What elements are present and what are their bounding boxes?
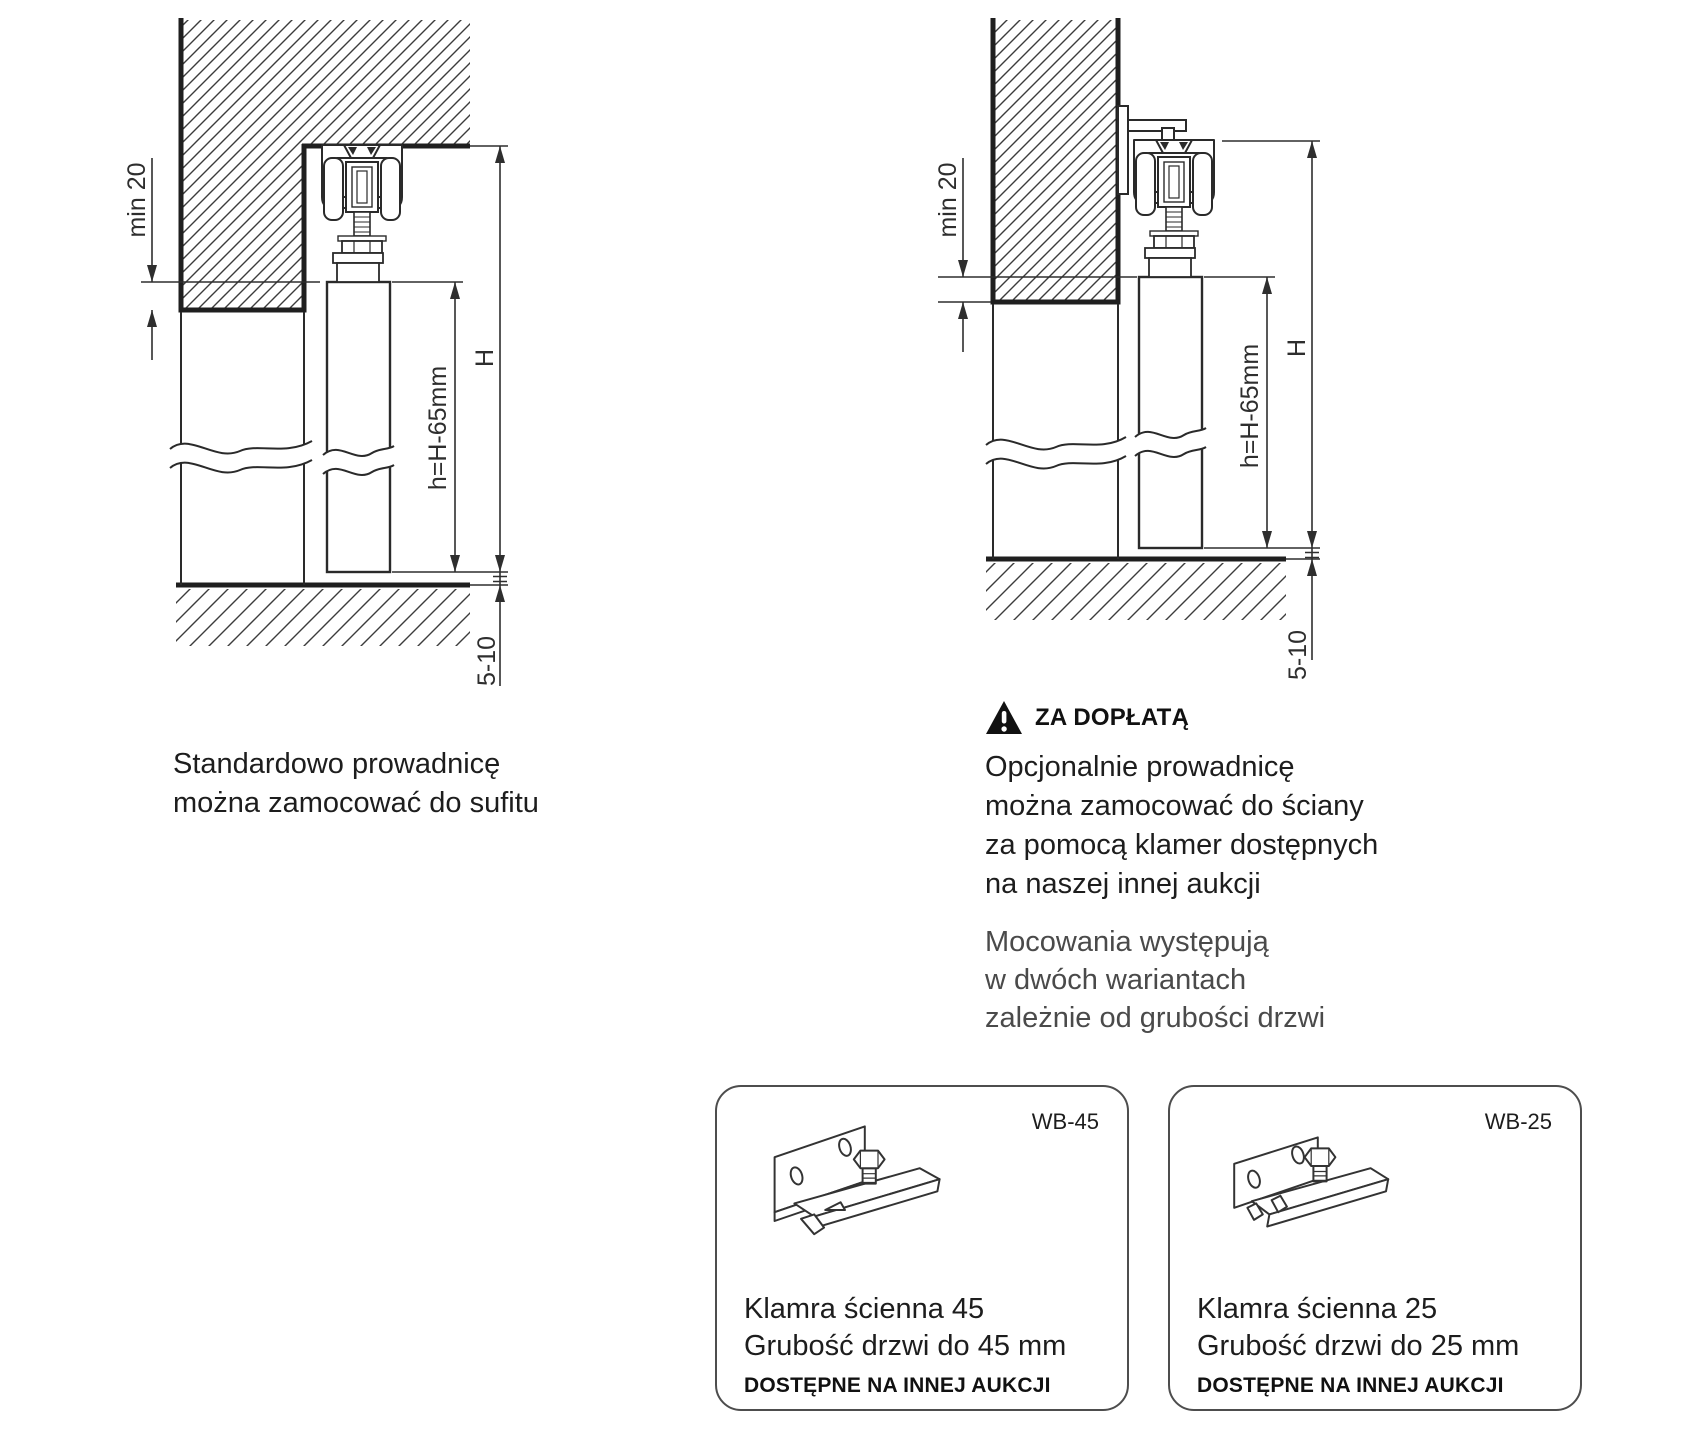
door-panel — [1139, 277, 1202, 548]
card-note: DOSTĘPNE NA INNEJ AUKCJI — [1197, 1374, 1504, 1397]
caption-line: Opcjonalnie prowadnicę — [985, 751, 1295, 783]
bracket-card-wb25 — [1168, 1085, 1582, 1411]
model-label: WB-45 — [1031, 1109, 1099, 1134]
floor-hatch — [176, 589, 470, 646]
dim-label-door-height: h=H-65mm — [423, 365, 452, 491]
dim-label-floor-gap: 5-10 — [1283, 629, 1312, 681]
wall-hatch — [993, 20, 1118, 302]
card-note: DOSTĘPNE NA INNEJ AUKCJI — [744, 1374, 1051, 1397]
bracket-card-wb45 — [715, 1085, 1129, 1411]
note-line: zależnie od grubości drzwi — [985, 1002, 1326, 1034]
warning-label: ZA DOPŁATĄ — [1035, 704, 1189, 731]
note-line: w dwóch wariantach — [985, 964, 1247, 996]
wall-bracket-45-drawing — [757, 1113, 977, 1263]
caption-ceiling-mount — [173, 745, 539, 823]
dim-label-door-height: h=H-65mm — [1235, 343, 1264, 469]
dim-label-min20: min 20 — [122, 162, 151, 238]
card-title: Klamra ścienna 45 — [744, 1293, 985, 1325]
caption-wall-mount — [985, 748, 1378, 904]
note-line: Mocowania występują — [985, 926, 1269, 958]
door-panel — [327, 282, 390, 572]
dim-label-total-height: H — [470, 348, 499, 368]
diagram-ceiling-mount — [123, 18, 508, 686]
wall-bracket-25-drawing — [1210, 1113, 1430, 1263]
diagram-wall-mount — [934, 18, 1320, 680]
warning-row — [985, 700, 1189, 736]
model-label: WB-25 — [1484, 1109, 1552, 1134]
warning-triangle-icon — [985, 700, 1023, 736]
card-title: Klamra ścienna 25 — [1197, 1293, 1438, 1325]
caption-line: można zamocować do ściany — [985, 790, 1364, 822]
caption-line: na naszej innej aukcji — [985, 868, 1261, 900]
dim-label-floor-gap: 5-10 — [472, 635, 501, 687]
dim-label-min20: min 20 — [933, 162, 962, 238]
note-mount-variants — [985, 923, 1325, 1037]
caption-line: Standardowo prowadnicę — [173, 748, 501, 780]
dim-label-total-height: H — [1282, 338, 1311, 358]
floor-hatch — [986, 563, 1286, 620]
caption-line: za pomocą klamer dostępnych — [985, 829, 1379, 861]
card-subtitle: Grubość drzwi do 45 mm — [744, 1330, 1067, 1362]
caption-line: można zamocować do sufitu — [173, 787, 539, 819]
card-subtitle: Grubość drzwi do 25 mm — [1197, 1330, 1520, 1362]
